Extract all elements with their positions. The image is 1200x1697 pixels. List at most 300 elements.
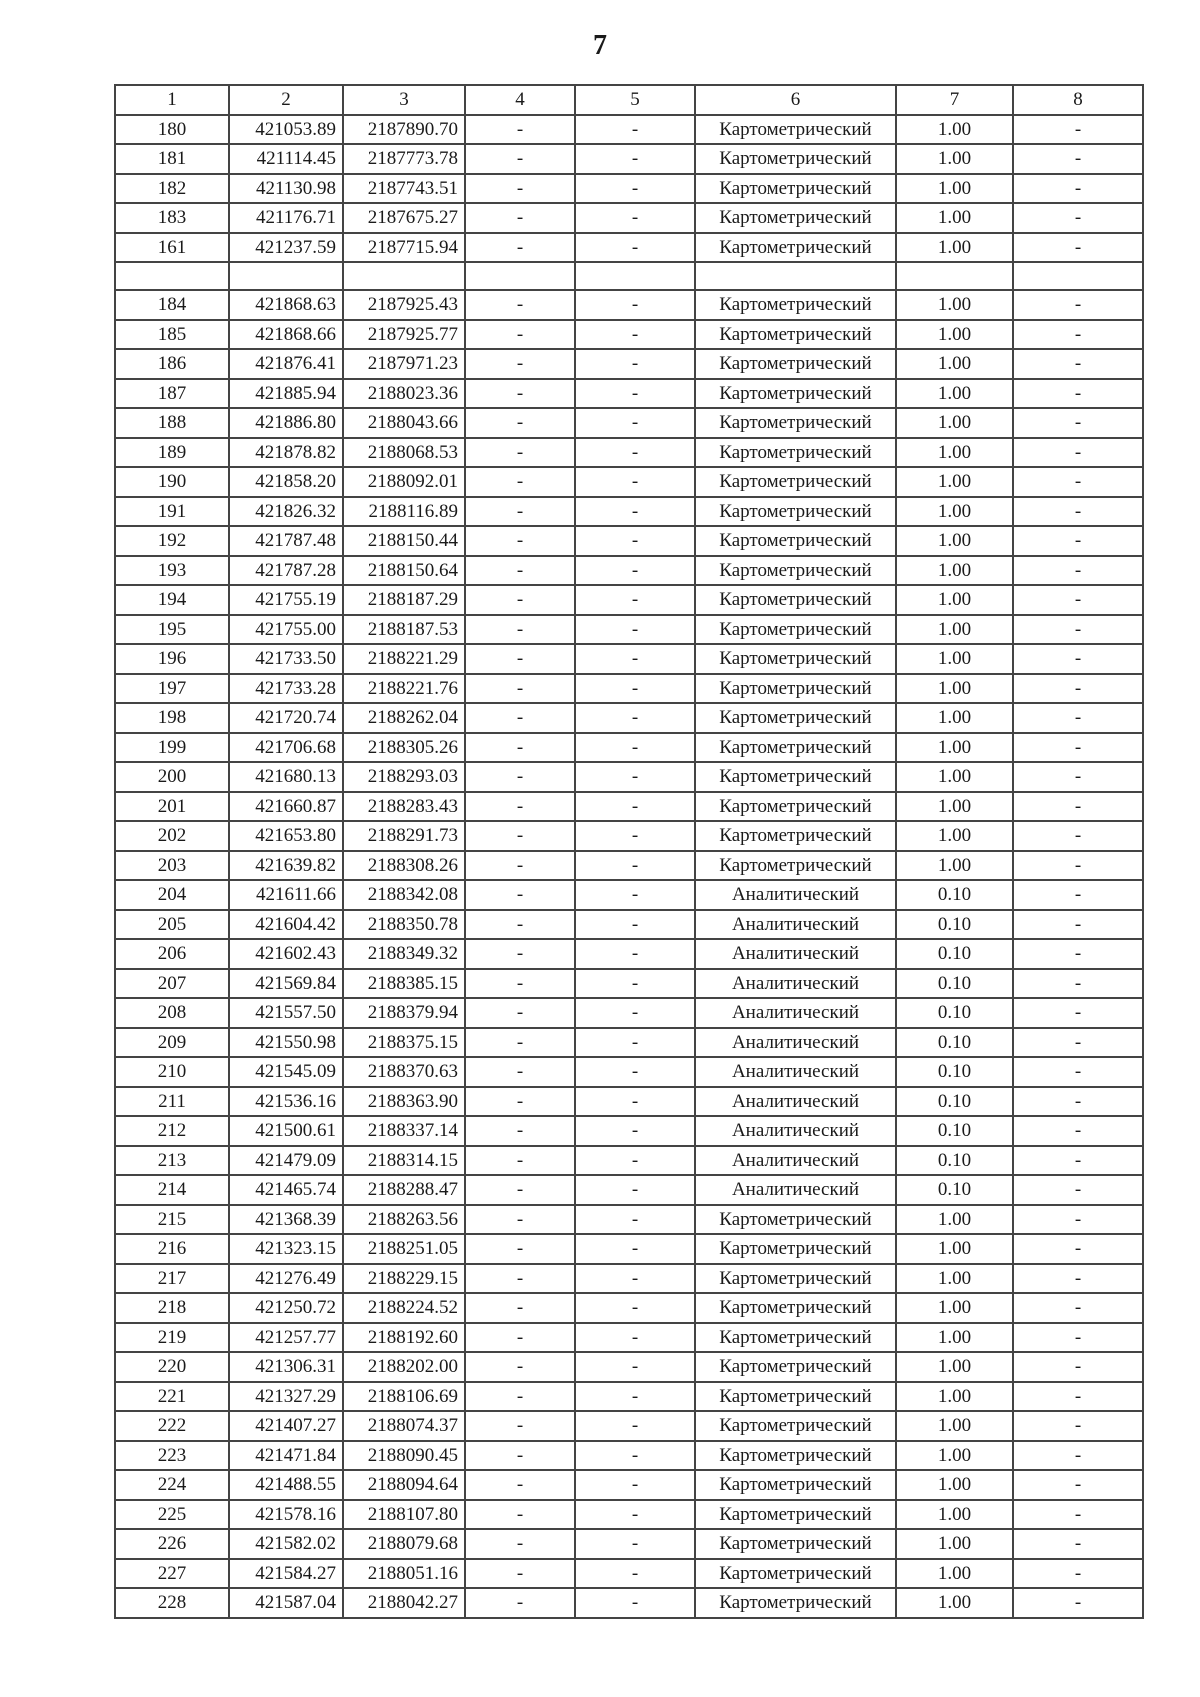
method-cell: Картометрический — [695, 615, 896, 645]
x-coordinate-cell: 421604.42 — [229, 910, 343, 940]
accuracy-cell: 0.10 — [896, 939, 1013, 969]
col-4-cell: - — [465, 880, 575, 910]
col-8-cell: - — [1013, 821, 1143, 851]
table-row — [115, 349, 1143, 379]
col-8-cell: - — [1013, 1323, 1143, 1353]
accuracy-cell: 1.00 — [896, 144, 1013, 174]
accuracy-cell: 1.00 — [896, 115, 1013, 145]
col-5-cell: - — [575, 526, 695, 556]
point-number-cell: 216 — [115, 1234, 229, 1264]
col-4-cell: - — [465, 1559, 575, 1589]
x-coordinate-cell: 421250.72 — [229, 1293, 343, 1323]
point-number-cell: 206 — [115, 939, 229, 969]
col-4-cell: - — [465, 1588, 575, 1618]
col-5-cell: - — [575, 144, 695, 174]
method-cell: Картометрический — [695, 851, 896, 881]
col-8-cell: - — [1013, 174, 1143, 204]
col-4-cell: - — [465, 1205, 575, 1235]
point-number-cell: 187 — [115, 379, 229, 409]
col-5-cell: - — [575, 1352, 695, 1382]
x-coordinate-cell: 421569.84 — [229, 969, 343, 999]
x-coordinate-cell: 421720.74 — [229, 703, 343, 733]
method-cell: Картометрический — [695, 497, 896, 527]
header-cell-4: 4 — [465, 85, 575, 115]
y-coordinate-cell: 2188187.29 — [343, 585, 465, 615]
col-5-cell: - — [575, 1175, 695, 1205]
table-row — [115, 1529, 1143, 1559]
x-coordinate-cell: 421611.66 — [229, 880, 343, 910]
col-8-cell: - — [1013, 1529, 1143, 1559]
table-row — [115, 1087, 1143, 1117]
accuracy-cell: 1.00 — [896, 320, 1013, 350]
table-row — [115, 792, 1143, 822]
point-number-cell: 200 — [115, 762, 229, 792]
y-coordinate-cell: 2187890.70 — [343, 115, 465, 145]
col-8-cell: - — [1013, 203, 1143, 233]
col-5-cell: - — [575, 998, 695, 1028]
col-5-cell: - — [575, 408, 695, 438]
accuracy-cell: 1.00 — [896, 290, 1013, 320]
col-5-cell: - — [575, 762, 695, 792]
method-cell: Картометрический — [695, 1323, 896, 1353]
x-coordinate-cell: 421557.50 — [229, 998, 343, 1028]
point-number-cell: 211 — [115, 1087, 229, 1117]
col-8-cell: - — [1013, 1352, 1143, 1382]
table-row — [115, 939, 1143, 969]
table-row — [115, 969, 1143, 999]
col-5-cell: - — [575, 880, 695, 910]
col-5-cell: - — [575, 969, 695, 999]
method-cell: Картометрический — [695, 792, 896, 822]
header-cell-1: 1 — [115, 85, 229, 115]
col-4-cell: - — [465, 467, 575, 497]
y-coordinate-cell: 2188288.47 — [343, 1175, 465, 1205]
method-cell: Картометрический — [695, 762, 896, 792]
x-coordinate-cell: 421584.27 — [229, 1559, 343, 1589]
x-coordinate-cell: 421878.82 — [229, 438, 343, 468]
y-coordinate-cell: 2188192.60 — [343, 1323, 465, 1353]
col-5-cell: - — [575, 320, 695, 350]
col-5-cell: - — [575, 1028, 695, 1058]
accuracy-cell: 1.00 — [896, 1529, 1013, 1559]
x-coordinate-cell: 421733.28 — [229, 674, 343, 704]
header-cell-5: 5 — [575, 85, 695, 115]
x-coordinate-cell: 421407.27 — [229, 1411, 343, 1441]
col-4-cell: - — [465, 1175, 575, 1205]
accuracy-cell: 0.10 — [896, 1087, 1013, 1117]
col-5-cell: - — [575, 290, 695, 320]
col-8-cell: - — [1013, 733, 1143, 763]
col-8-cell: - — [1013, 320, 1143, 350]
method-cell: Аналитический — [695, 1028, 896, 1058]
accuracy-cell: 1.00 — [896, 174, 1013, 204]
method-cell: Картометрический — [695, 1352, 896, 1382]
point-number-cell: 224 — [115, 1470, 229, 1500]
col-8-cell: - — [1013, 1293, 1143, 1323]
x-coordinate-cell: 421706.68 — [229, 733, 343, 763]
y-coordinate-cell: 2188092.01 — [343, 467, 465, 497]
col-4-cell: - — [465, 526, 575, 556]
point-number-cell: 180 — [115, 115, 229, 145]
accuracy-cell: 1.00 — [896, 1382, 1013, 1412]
method-cell: Картометрический — [695, 174, 896, 204]
point-number-cell: 192 — [115, 526, 229, 556]
method-cell: Картометрический — [695, 1500, 896, 1530]
y-coordinate-cell: 2188221.76 — [343, 674, 465, 704]
x-coordinate-cell: 421653.80 — [229, 821, 343, 851]
col-5-cell: - — [575, 1057, 695, 1087]
accuracy-cell: 1.00 — [896, 1323, 1013, 1353]
col-8-cell: - — [1013, 1441, 1143, 1471]
point-number-cell: 186 — [115, 349, 229, 379]
table-row — [115, 733, 1143, 763]
y-coordinate-cell: 2188042.27 — [343, 1588, 465, 1618]
y-coordinate-cell: 2188094.64 — [343, 1470, 465, 1500]
y-coordinate-cell: 2187971.23 — [343, 349, 465, 379]
col-4-cell: - — [465, 1382, 575, 1412]
point-number-cell: 188 — [115, 408, 229, 438]
method-cell: Картометрический — [695, 644, 896, 674]
point-number-cell: 227 — [115, 1559, 229, 1589]
point-number-cell: 190 — [115, 467, 229, 497]
col-4-cell: - — [465, 1411, 575, 1441]
header-cell-8: 8 — [1013, 85, 1143, 115]
table-row — [115, 615, 1143, 645]
col-4-cell: - — [465, 585, 575, 615]
method-cell: Картометрический — [695, 703, 896, 733]
point-number-cell: 203 — [115, 851, 229, 881]
accuracy-cell: 1.00 — [896, 851, 1013, 881]
point-number-cell: 204 — [115, 880, 229, 910]
method-cell: Картометрический — [695, 674, 896, 704]
accuracy-cell: 0.10 — [896, 1116, 1013, 1146]
method-cell: Картометрический — [695, 1205, 896, 1235]
x-coordinate-cell: 421465.74 — [229, 1175, 343, 1205]
point-number-cell: 217 — [115, 1264, 229, 1294]
method-cell: Картометрический — [695, 526, 896, 556]
y-coordinate-cell: 2188202.00 — [343, 1352, 465, 1382]
accuracy-cell: 1.00 — [896, 1441, 1013, 1471]
col-8-cell: - — [1013, 556, 1143, 586]
col-4-cell: - — [465, 349, 575, 379]
y-coordinate-cell: 2188337.14 — [343, 1116, 465, 1146]
y-coordinate-cell: 2188251.05 — [343, 1234, 465, 1264]
method-cell: Картометрический — [695, 585, 896, 615]
point-number-cell: 161 — [115, 233, 229, 263]
col-8-cell: - — [1013, 998, 1143, 1028]
x-coordinate-cell: 421602.43 — [229, 939, 343, 969]
table-row — [115, 585, 1143, 615]
col-5-cell: - — [575, 1470, 695, 1500]
table-row — [115, 1264, 1143, 1294]
table-row — [115, 1323, 1143, 1353]
col-5-cell: - — [575, 174, 695, 204]
table-row — [115, 674, 1143, 704]
col-8-cell: - — [1013, 910, 1143, 940]
accuracy-cell: 0.10 — [896, 998, 1013, 1028]
x-coordinate-cell: 421868.63 — [229, 290, 343, 320]
col-8-cell: - — [1013, 674, 1143, 704]
col-8-cell: - — [1013, 1205, 1143, 1235]
table-row — [115, 644, 1143, 674]
col-4-cell: - — [465, 792, 575, 822]
col-8-cell: - — [1013, 1146, 1143, 1176]
y-coordinate-cell: 2188263.56 — [343, 1205, 465, 1235]
point-number-cell: 221 — [115, 1382, 229, 1412]
point-number-cell: 208 — [115, 998, 229, 1028]
method-cell: Картометрический — [695, 1382, 896, 1412]
col-5-cell: - — [575, 1382, 695, 1412]
x-coordinate-cell: 421479.09 — [229, 1146, 343, 1176]
table-row — [115, 1470, 1143, 1500]
accuracy-cell: 1.00 — [896, 203, 1013, 233]
accuracy-cell: 1.00 — [896, 556, 1013, 586]
y-coordinate-cell: 2188342.08 — [343, 880, 465, 910]
table-row — [115, 1175, 1143, 1205]
table-row — [115, 320, 1143, 350]
table-row — [115, 1234, 1143, 1264]
col-8-cell: - — [1013, 585, 1143, 615]
col-5-cell: - — [575, 467, 695, 497]
point-number-cell: 189 — [115, 438, 229, 468]
col-5-cell: - — [575, 585, 695, 615]
accuracy-cell: 1.00 — [896, 1205, 1013, 1235]
x-coordinate-cell: 421660.87 — [229, 792, 343, 822]
col-8-cell: - — [1013, 497, 1143, 527]
y-coordinate-cell: 2188350.78 — [343, 910, 465, 940]
col-4-cell: - — [465, 1529, 575, 1559]
method-cell: Картометрический — [695, 144, 896, 174]
y-coordinate-cell: 2187773.78 — [343, 144, 465, 174]
method-cell: Картометрический — [695, 1529, 896, 1559]
method-cell: Картометрический — [695, 203, 896, 233]
x-coordinate-cell: 421323.15 — [229, 1234, 343, 1264]
accuracy-cell: 1.00 — [896, 615, 1013, 645]
point-number-cell: 218 — [115, 1293, 229, 1323]
table-row — [115, 290, 1143, 320]
table-row — [115, 1411, 1143, 1441]
table-row — [115, 262, 1143, 290]
accuracy-cell: 1.00 — [896, 438, 1013, 468]
col-4-cell: - — [465, 644, 575, 674]
x-coordinate-cell: 421868.66 — [229, 320, 343, 350]
y-coordinate-cell: 2188187.53 — [343, 615, 465, 645]
point-number-cell: 207 — [115, 969, 229, 999]
method-cell: Картометрический — [695, 556, 896, 586]
col-8-cell: - — [1013, 615, 1143, 645]
accuracy-cell: 1.00 — [896, 408, 1013, 438]
method-cell: Аналитический — [695, 1057, 896, 1087]
method-cell: Картометрический — [695, 1411, 896, 1441]
accuracy-cell: 1.00 — [896, 526, 1013, 556]
col-4-cell: - — [465, 1028, 575, 1058]
header-cell-7: 7 — [896, 85, 1013, 115]
col-4-cell — [465, 262, 575, 290]
method-cell: Аналитический — [695, 1146, 896, 1176]
point-number-cell — [115, 262, 229, 290]
method-cell: Картометрический — [695, 1559, 896, 1589]
table-header — [115, 85, 1143, 115]
page-number: 7 — [593, 30, 607, 61]
col-5-cell: - — [575, 733, 695, 763]
col-4-cell: - — [465, 615, 575, 645]
col-4-cell: - — [465, 144, 575, 174]
method-cell: Картометрический — [695, 233, 896, 263]
table-row — [115, 1146, 1143, 1176]
col-5-cell: - — [575, 821, 695, 851]
y-coordinate-cell: 2188107.80 — [343, 1500, 465, 1530]
col-4-cell: - — [465, 910, 575, 940]
x-coordinate-cell: 421787.28 — [229, 556, 343, 586]
x-coordinate-cell: 421130.98 — [229, 174, 343, 204]
y-coordinate-cell: 2188283.43 — [343, 792, 465, 822]
col-5-cell: - — [575, 851, 695, 881]
col-4-cell: - — [465, 320, 575, 350]
accuracy-cell: 1.00 — [896, 762, 1013, 792]
method-cell: Картометрический — [695, 290, 896, 320]
accuracy-cell: 1.00 — [896, 1411, 1013, 1441]
x-coordinate-cell: 421578.16 — [229, 1500, 343, 1530]
x-coordinate-cell: 421257.77 — [229, 1323, 343, 1353]
accuracy-cell: 1.00 — [896, 1500, 1013, 1530]
y-coordinate-cell: 2188308.26 — [343, 851, 465, 881]
col-5-cell: - — [575, 1323, 695, 1353]
col-4-cell: - — [465, 290, 575, 320]
method-cell: Картометрический — [695, 733, 896, 763]
x-coordinate-cell: 421755.19 — [229, 585, 343, 615]
col-5-cell: - — [575, 497, 695, 527]
accuracy-cell: 1.00 — [896, 467, 1013, 497]
point-number-cell: 222 — [115, 1411, 229, 1441]
accuracy-cell: 1.00 — [896, 497, 1013, 527]
table-row — [115, 821, 1143, 851]
col-8-cell: - — [1013, 526, 1143, 556]
col-4-cell: - — [465, 1352, 575, 1382]
y-coordinate-cell: 2188090.45 — [343, 1441, 465, 1471]
col-5-cell: - — [575, 115, 695, 145]
col-5-cell: - — [575, 1116, 695, 1146]
table-row — [115, 1352, 1143, 1382]
x-coordinate-cell: 421053.89 — [229, 115, 343, 145]
point-number-cell: 201 — [115, 792, 229, 822]
method-cell: Картометрический — [695, 1441, 896, 1471]
col-5-cell: - — [575, 556, 695, 586]
x-coordinate-cell: 421471.84 — [229, 1441, 343, 1471]
point-number-cell: 195 — [115, 615, 229, 645]
x-coordinate-cell: 421787.48 — [229, 526, 343, 556]
method-cell: Картометрический — [695, 1264, 896, 1294]
y-coordinate-cell: 2188074.37 — [343, 1411, 465, 1441]
accuracy-cell — [896, 262, 1013, 290]
col-8-cell: - — [1013, 969, 1143, 999]
x-coordinate-cell: 421500.61 — [229, 1116, 343, 1146]
col-8-cell: - — [1013, 1588, 1143, 1618]
x-coordinate-cell: 421368.39 — [229, 1205, 343, 1235]
y-coordinate-cell: 2188106.69 — [343, 1382, 465, 1412]
col-4-cell: - — [465, 379, 575, 409]
col-8-cell: - — [1013, 1057, 1143, 1087]
y-coordinate-cell: 2188262.04 — [343, 703, 465, 733]
method-cell: Картометрический — [695, 467, 896, 497]
table-row — [115, 144, 1143, 174]
method-cell: Аналитический — [695, 1087, 896, 1117]
x-coordinate-cell: 421114.45 — [229, 144, 343, 174]
table-row — [115, 203, 1143, 233]
y-coordinate-cell: 2188349.32 — [343, 939, 465, 969]
x-coordinate-cell: 421587.04 — [229, 1588, 343, 1618]
y-coordinate-cell: 2188079.68 — [343, 1529, 465, 1559]
col-5-cell: - — [575, 1529, 695, 1559]
col-4-cell: - — [465, 1087, 575, 1117]
col-4-cell: - — [465, 1264, 575, 1294]
y-coordinate-cell: 2188150.64 — [343, 556, 465, 586]
accuracy-cell: 1.00 — [896, 1470, 1013, 1500]
col-5-cell: - — [575, 203, 695, 233]
col-8-cell: - — [1013, 438, 1143, 468]
col-5-cell: - — [575, 1411, 695, 1441]
x-coordinate-cell: 421550.98 — [229, 1028, 343, 1058]
accuracy-cell: 1.00 — [896, 1559, 1013, 1589]
x-coordinate-cell: 421876.41 — [229, 349, 343, 379]
col-4-cell: - — [465, 821, 575, 851]
accuracy-cell: 0.10 — [896, 1146, 1013, 1176]
accuracy-cell: 1.00 — [896, 733, 1013, 763]
point-number-cell: 209 — [115, 1028, 229, 1058]
col-5-cell: - — [575, 1205, 695, 1235]
table-row — [115, 1500, 1143, 1530]
x-coordinate-cell: 421582.02 — [229, 1529, 343, 1559]
accuracy-cell: 0.10 — [896, 910, 1013, 940]
col-8-cell: - — [1013, 1175, 1143, 1205]
header-cell-6: 6 — [695, 85, 896, 115]
y-coordinate-cell: 2188314.15 — [343, 1146, 465, 1176]
method-cell: Аналитический — [695, 998, 896, 1028]
method-cell: Картометрический — [695, 115, 896, 145]
col-5-cell: - — [575, 910, 695, 940]
col-4-cell: - — [465, 1146, 575, 1176]
x-coordinate-cell: 421306.31 — [229, 1352, 343, 1382]
table-row — [115, 1205, 1143, 1235]
point-number-cell: 185 — [115, 320, 229, 350]
y-coordinate-cell: 2188291.73 — [343, 821, 465, 851]
x-coordinate-cell: 421680.13 — [229, 762, 343, 792]
col-4-cell: - — [465, 408, 575, 438]
col-8-cell: - — [1013, 851, 1143, 881]
col-4-cell: - — [465, 1500, 575, 1530]
col-4-cell: - — [465, 1470, 575, 1500]
table-header-row — [115, 85, 1143, 115]
table-row — [115, 851, 1143, 881]
col-8-cell — [1013, 262, 1143, 290]
accuracy-cell: 0.10 — [896, 969, 1013, 999]
accuracy-cell: 1.00 — [896, 792, 1013, 822]
x-coordinate-cell — [229, 262, 343, 290]
col-8-cell: - — [1013, 1500, 1143, 1530]
x-coordinate-cell: 421755.00 — [229, 615, 343, 645]
y-coordinate-cell: 2188305.26 — [343, 733, 465, 763]
accuracy-cell: 1.00 — [896, 703, 1013, 733]
point-number-cell: 199 — [115, 733, 229, 763]
col-4-cell: - — [465, 998, 575, 1028]
accuracy-cell: 1.00 — [896, 1293, 1013, 1323]
x-coordinate-cell: 421237.59 — [229, 233, 343, 263]
col-8-cell: - — [1013, 1411, 1143, 1441]
col-5-cell: - — [575, 615, 695, 645]
accuracy-cell: 1.00 — [896, 644, 1013, 674]
point-number-cell: 219 — [115, 1323, 229, 1353]
col-5-cell: - — [575, 1293, 695, 1323]
x-coordinate-cell: 421536.16 — [229, 1087, 343, 1117]
